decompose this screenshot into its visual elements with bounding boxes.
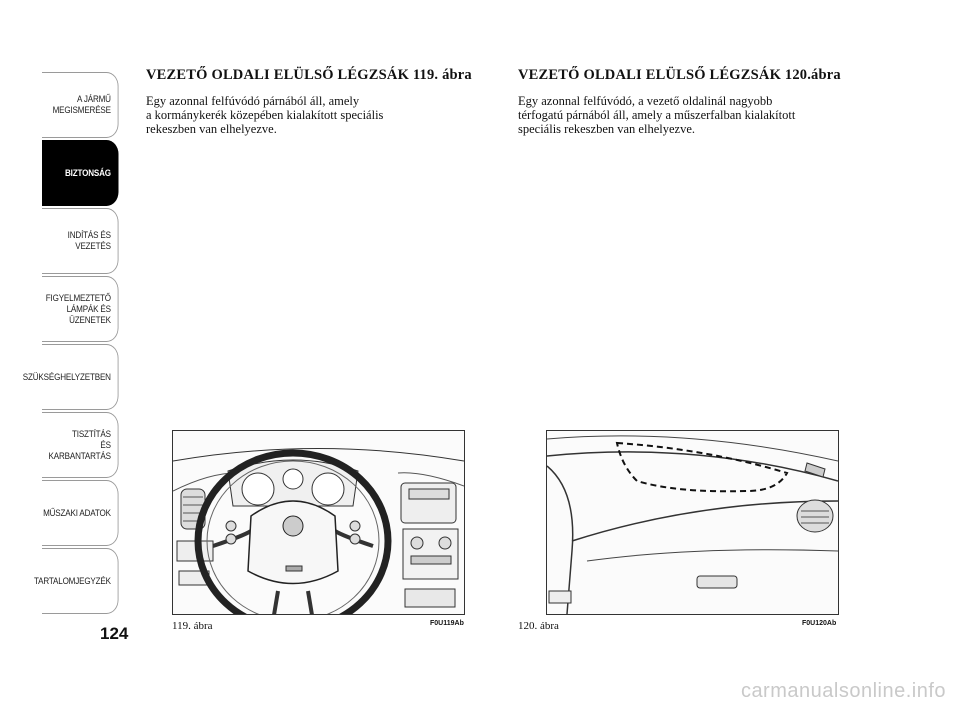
tab-biztonsag[interactable]: BIZTONSÁG (42, 140, 119, 206)
tab-muszaki-adatok[interactable]: MŰSZAKI ADATOK (42, 480, 119, 546)
heading-passenger-airbag: VEZETŐ OLDALI ELÜLSŐ LÉGZSÁK 120.ábra (518, 67, 841, 83)
heading-driver-airbag: VEZETŐ OLDALI ELÜLSŐ LÉGZSÁK 119. ábra (146, 67, 472, 83)
dashboard-illustration (547, 431, 838, 614)
tab-jarmu-megismerese[interactable]: A JÁRMŰ MEGISMERÉSE (42, 72, 119, 138)
tab-inditas-es-vezetes[interactable]: INDÍTÁS ÉS VEZETÉS (42, 208, 119, 274)
page-number: 124 (100, 624, 129, 643)
tab-tartalomjegyzek[interactable]: TARTALOMJEGYZÉK (42, 548, 119, 614)
caption-fig-119: 119. ábra (172, 620, 213, 632)
tab-szukseghelyzetben[interactable]: SZÜKSÉGHELYZETBEN (42, 344, 119, 410)
steering-wheel-illustration (173, 431, 464, 614)
tab-figyelmezteto-lampak[interactable]: FIGYELMEZTETŐ LÁMPÁK ÉS ÜZENETEK (42, 276, 119, 342)
paragraph-passenger-airbag: Egy azonnal felfúvódó, a vezető oldalinál nagyobb térfogatú párnából áll, amely a műszerfalban kialakított speciális rekeszben van elhelyezve. (518, 94, 796, 136)
figure-code-119: F0U119Ab (430, 620, 464, 627)
figure-passenger-dashboard (546, 430, 839, 615)
watermark: carmanualsonline.info (740, 680, 946, 702)
paragraph-driver-airbag: Egy azonnal felfúvódó párnából áll, amely a kormánykerék közepében kialakított speciális rekeszben van elhelyezve. (146, 94, 384, 136)
figure-steering-wheel (172, 430, 465, 615)
caption-fig-120: 120. ábra (518, 620, 559, 632)
tab-tisztitas-karbantartas[interactable]: TISZTÍTÁS ÉS KARBANTARTÁS (42, 412, 119, 478)
figure-code-120: F0U120Ab (802, 620, 837, 627)
